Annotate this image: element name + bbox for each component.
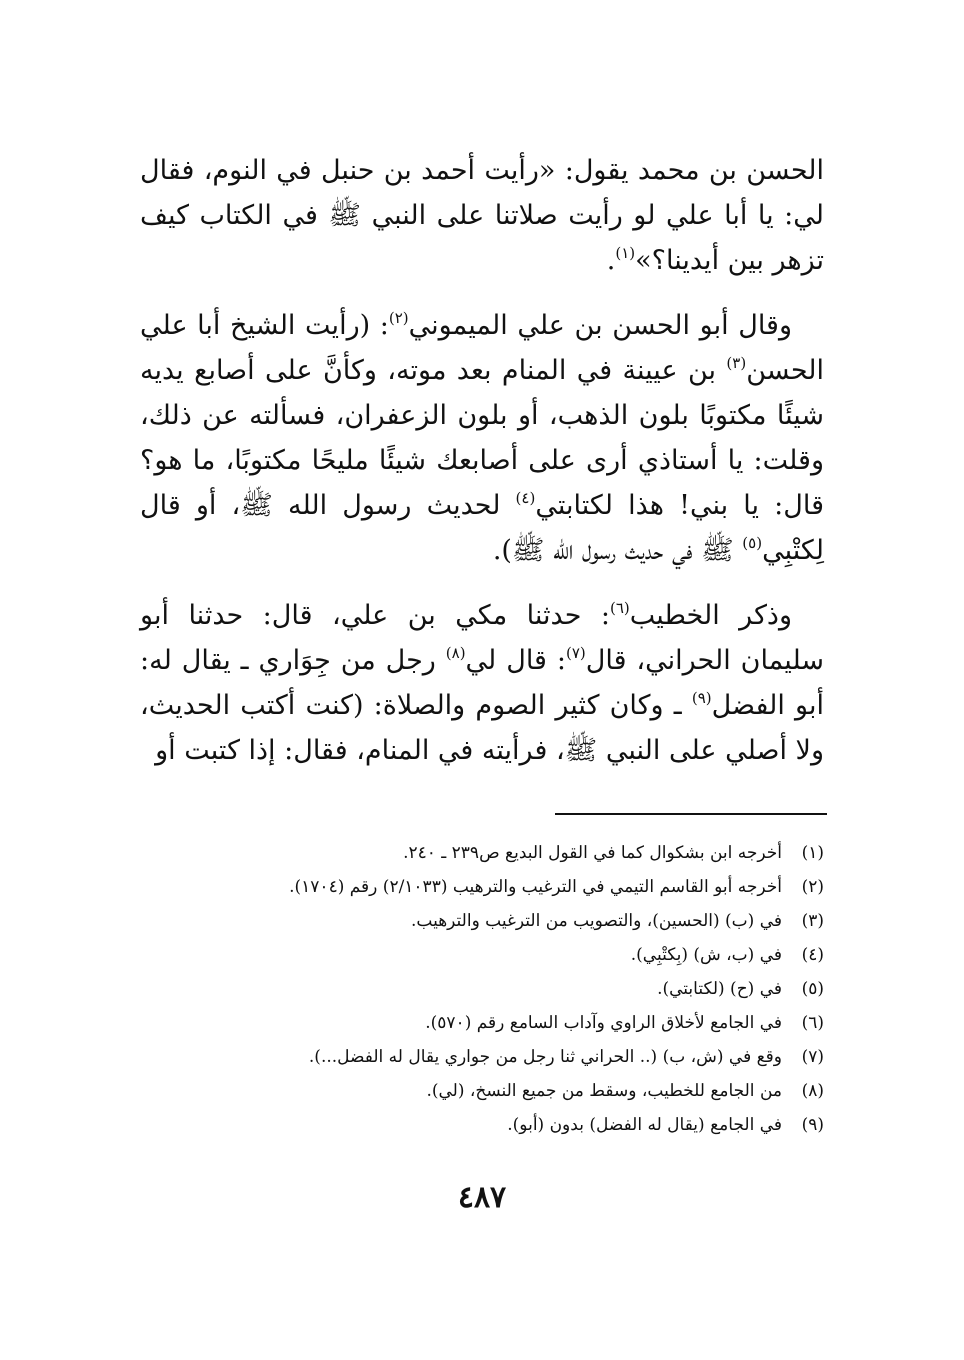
footnote-item [140, 938, 824, 972]
footnote-text: في الجامع (يقال له الفضل) بدون (أبو). [507, 1115, 782, 1135]
footnote-number: (٣) [801, 911, 824, 931]
footnote-text: في الجامع لأخلاق الراوي وآداب السامع رقم (٥٧٠). [425, 1013, 782, 1033]
paragraph [140, 593, 824, 773]
text-run: وذكر الخطيب [629, 600, 792, 631]
footnote-separator [555, 813, 827, 815]
footnote-number: (٢) [801, 877, 824, 897]
footnote-item [140, 870, 824, 904]
text-run: بن عيينة في المنام بعد موته، وكأنَّ على أصابع يديه شيئًا مكتوبًا بلون الذهب، أو بلون الزعفران، فسألته عن ذلك، وقلت: يا أستاذي أرى على أصابعك شيئًا مليحًا مكتوبًا، ما هو؟ قال: يا بني! هذا لكتابتي [140, 355, 824, 521]
footnote-number: (٥) [801, 979, 824, 999]
footnote-number: (٤) [801, 945, 824, 965]
footnote-item [140, 836, 824, 870]
text-run: لحديث رسول الله ﷺ، أو قال لِكتْبِي [140, 490, 824, 566]
text-run: ـ وكان كثير الصوم والصلاة: (كنت أكتب الحديث، ولا أصلي على النبي ﷺ، فرأيته في المنام، فقال: إذا كتبت أو [140, 690, 824, 766]
text-run: . [606, 245, 616, 276]
footnote-marker: (٣) [726, 354, 747, 372]
footnote-marker: (١) [615, 244, 636, 262]
text-run: : (رأيت الشيخ أبا علي الحسن [140, 310, 824, 386]
footnote-item [140, 972, 824, 1006]
footnote-number: (١) [801, 843, 824, 863]
page-number: ٤٨٧ [457, 1180, 507, 1215]
footnote-text: في (ب، ش) (بِكتْبِي). [630, 945, 782, 965]
footnote-marker: (٧) [565, 644, 586, 662]
footnote-marker: (٢) [388, 309, 409, 327]
footnote-item [140, 904, 824, 938]
paragraph [140, 303, 824, 573]
footnote-text: وقع في (ش، ب) (.. الحراني ثنا رجل من جواري يقال له الفضل...). [308, 1047, 782, 1067]
footnote-marker: (٨) [445, 644, 466, 662]
text-run: الحسن بن محمد يقول: «رأيت أحمد بن حنبل في النوم، فقال لي: يا أبا علي لو رأيت صلاتنا على النبي ﷺ في الكتاب كيف تزهر بين أيدينا؟» [140, 155, 824, 276]
footnote-marker: (٦) [609, 599, 630, 617]
footnote-text: من الجامع للخطيب، وسقط من جميع النسخ، (لي). [426, 1081, 782, 1101]
footnote-number: (٨) [801, 1081, 824, 1101]
text-run: : حدثنا مكي بن علي، قال: حدثنا أبو سليمان الحراني، قال [140, 600, 825, 676]
footnote-item [140, 1074, 824, 1108]
main-text [140, 148, 824, 793]
footnote-number: (٧) [801, 1047, 824, 1067]
footnote-marker: (٥) [742, 534, 763, 552]
footnotes-list [140, 836, 824, 1142]
footnote-marker: (٤) [515, 489, 536, 507]
footnote-marker: (٩) [691, 689, 712, 707]
text-run: وقال أبو الحسن بن علي الميموني [408, 310, 792, 341]
footnote-number: (٦) [801, 1013, 824, 1033]
text-run: ﷺ في حديث رسول الله ﷺ). [492, 535, 743, 566]
footnote-item [140, 1108, 824, 1142]
footnote-item [140, 1006, 824, 1040]
text-run: رجل من جِوَاري ـ يقال له: أبو الفضل [140, 645, 825, 721]
footnote-number: (٩) [801, 1115, 824, 1135]
footnote-text: أخرجه ابن بشكوال كما في القول البديع ص٢٣٩ ـ ٢٤٠. [403, 843, 782, 863]
footnote-text: في (ب) (الحسين)، والتصويب من الترغيب والترهيب. [410, 911, 782, 931]
footnote-text: أخرجه أبو القاسم التيمي في الترغيب والترهيب (٢/١٠٣٣) رقم (١٧٠٤). [289, 877, 782, 897]
text-run: : قال لي [465, 645, 566, 676]
footnote-text: في (ح) (لكتابتي). [657, 979, 782, 999]
paragraph [140, 148, 824, 283]
footnote-item [140, 1040, 824, 1074]
